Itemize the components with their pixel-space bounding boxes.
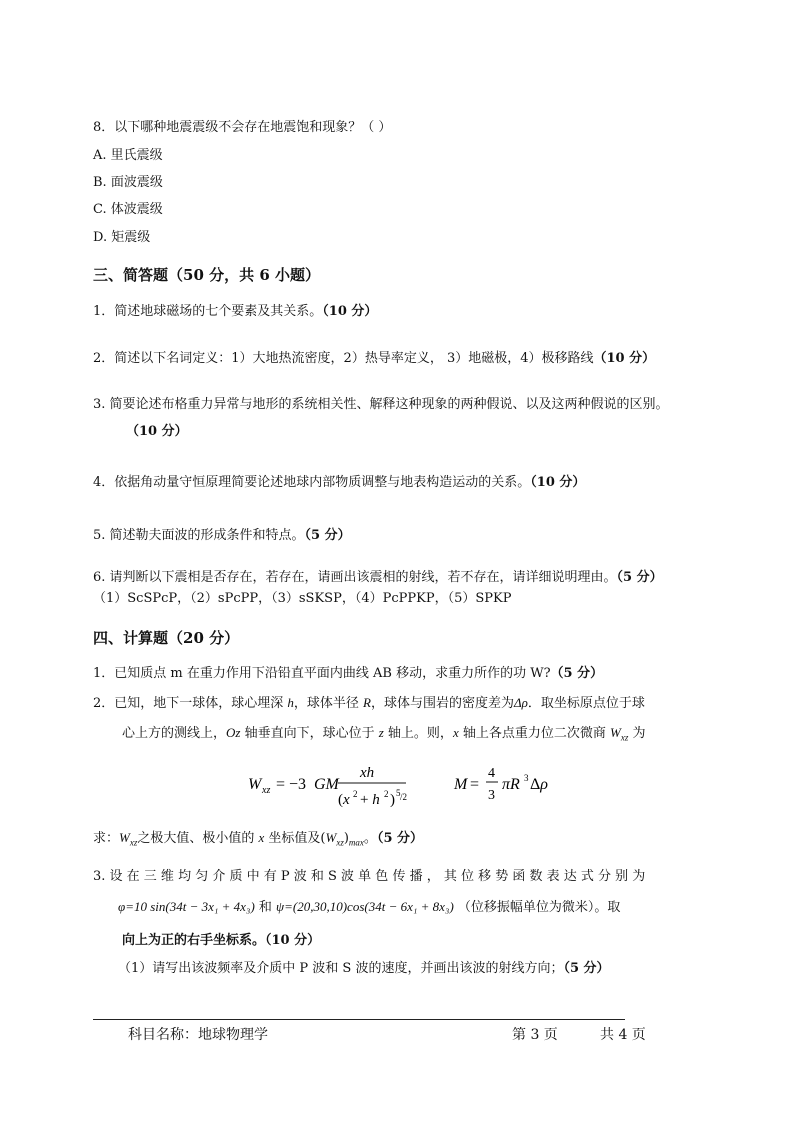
svg-text:3: 3 <box>488 788 495 803</box>
s4-q3-line1: 3. 设 在 三 维 均 匀 介 质 中 有 P 波 和 S 波 单 色 传 播 ， 其 位 移 势 函 数 表 达 式 分 别 为 <box>93 869 646 884</box>
svg-text:Δρ: Δρ <box>530 776 548 793</box>
svg-text:4: 4 <box>488 766 495 781</box>
svg-text:GM: GM <box>314 776 339 793</box>
s4-q3-line2: φ=10 sin(34t − 3x₁ + 4x₃) 和 ψ=(20,30,10)cos(34t − 6x₁ + 8x₃) （位移振幅单位为微米）。取 <box>118 899 621 915</box>
svg-text:xh: xh <box>360 765 375 781</box>
s4-q1: 1．已知质点 m 在重力作用下沿铅直平面内曲线 AB 移动，求重力所作的功 W?（5 分） <box>93 666 604 681</box>
svg-text:): ) <box>390 792 395 808</box>
footer-rule <box>93 1019 625 1020</box>
s3-q6-phases: （1）ScSPcP，（2）sPcPP，（3）sSKSP，（4）PcPPKP，（5）SPKP <box>93 591 512 606</box>
svg-text:3: 3 <box>524 773 529 783</box>
footer-total: 共 4 页 <box>600 1027 646 1043</box>
s3-q3-score: （10 分） <box>126 424 188 439</box>
s4-q3-bold-line: 向上为正的右手坐标系。（10 分） <box>122 933 321 948</box>
q8-stem: 8．以下哪种地震震级不会存在地震饱和现象？（ ） <box>93 120 392 135</box>
footer-page: 第 3 页 <box>512 1027 558 1043</box>
q8-option-d: D. 矩震级 <box>93 230 151 245</box>
s3-q1: 1．简述地球磁场的七个要素及其关系。（10 分） <box>93 304 378 319</box>
svg-text:W: W <box>248 776 262 793</box>
s4-q2-line1: 2．已知，地下一球体，球心埋深 h，球体半径 R，球体与围岩的密度差为Δρ．取坐标原点位于球 <box>93 695 645 711</box>
svg-text:5: 5 <box>396 788 401 798</box>
footer-subject: 科目名称：地球物理学 <box>128 1027 268 1043</box>
q8-option-a: A. 里氏震级 <box>93 148 163 163</box>
svg-text:M: M <box>454 776 468 793</box>
formula-wxz <box>242 760 582 810</box>
svg-text:= −3: = −3 <box>276 776 307 793</box>
svg-text:/2: /2 <box>400 792 408 802</box>
section4-title: 四、计算题（20 分） <box>93 629 240 647</box>
s3-q3: 3. 简要论述布格重力异常与地形的系统相关性、解释这种现象的两种假说、以及这两种假说的区别。 <box>93 397 669 412</box>
svg-text:2: 2 <box>384 789 389 799</box>
s4-q3-sub1: （1）请写出该波频率及介质中 P 波和 S 波的速度，并画出该波的射线方向；（5 分） <box>118 961 610 976</box>
svg-text:xz: xz <box>262 785 271 796</box>
s3-q2: 2．简述以下名词定义：1）大地热流密度，2）热导率定义， 3）地磁极，4）极移路线（10 分） <box>93 351 656 366</box>
svg-text:πR: πR <box>502 776 520 793</box>
s3-q5: 5. 简述勒夫面波的形成条件和特点。（5 分） <box>93 528 351 543</box>
svg-text:+ h: + h <box>360 792 380 808</box>
svg-text:(x: (x <box>338 792 350 808</box>
s4-q2-line2: 心上方的测线上，Oz 轴垂直向下，球心位于 z 轴上。则，x 轴上各点重力位二次微商 $W_{xz}$ 为 <box>122 725 646 743</box>
q8-option-c: C. 体波震级 <box>93 202 163 217</box>
s4-q2-ask: 求：$W_{xz}$之极大值、极小值的 x 坐标值及$(W_{xz})_{max}$。（5 分） <box>93 830 424 848</box>
svg-text:2: 2 <box>353 789 358 799</box>
s3-q4: 4．依据角动量守恒原理简要论述地球内部物质调整与地表构造运动的关系。（10 分） <box>93 475 586 490</box>
section3-title: 三、简答题（50 分，共 6 小题） <box>93 266 320 284</box>
svg-text:=: = <box>470 776 480 793</box>
q8-option-b: B. 面波震级 <box>93 175 163 190</box>
s3-q6: 6. 请判断以下震相是否存在，若存在，请画出该震相的射线，若不存在，请详细说明理由。（5 分） <box>93 570 663 585</box>
